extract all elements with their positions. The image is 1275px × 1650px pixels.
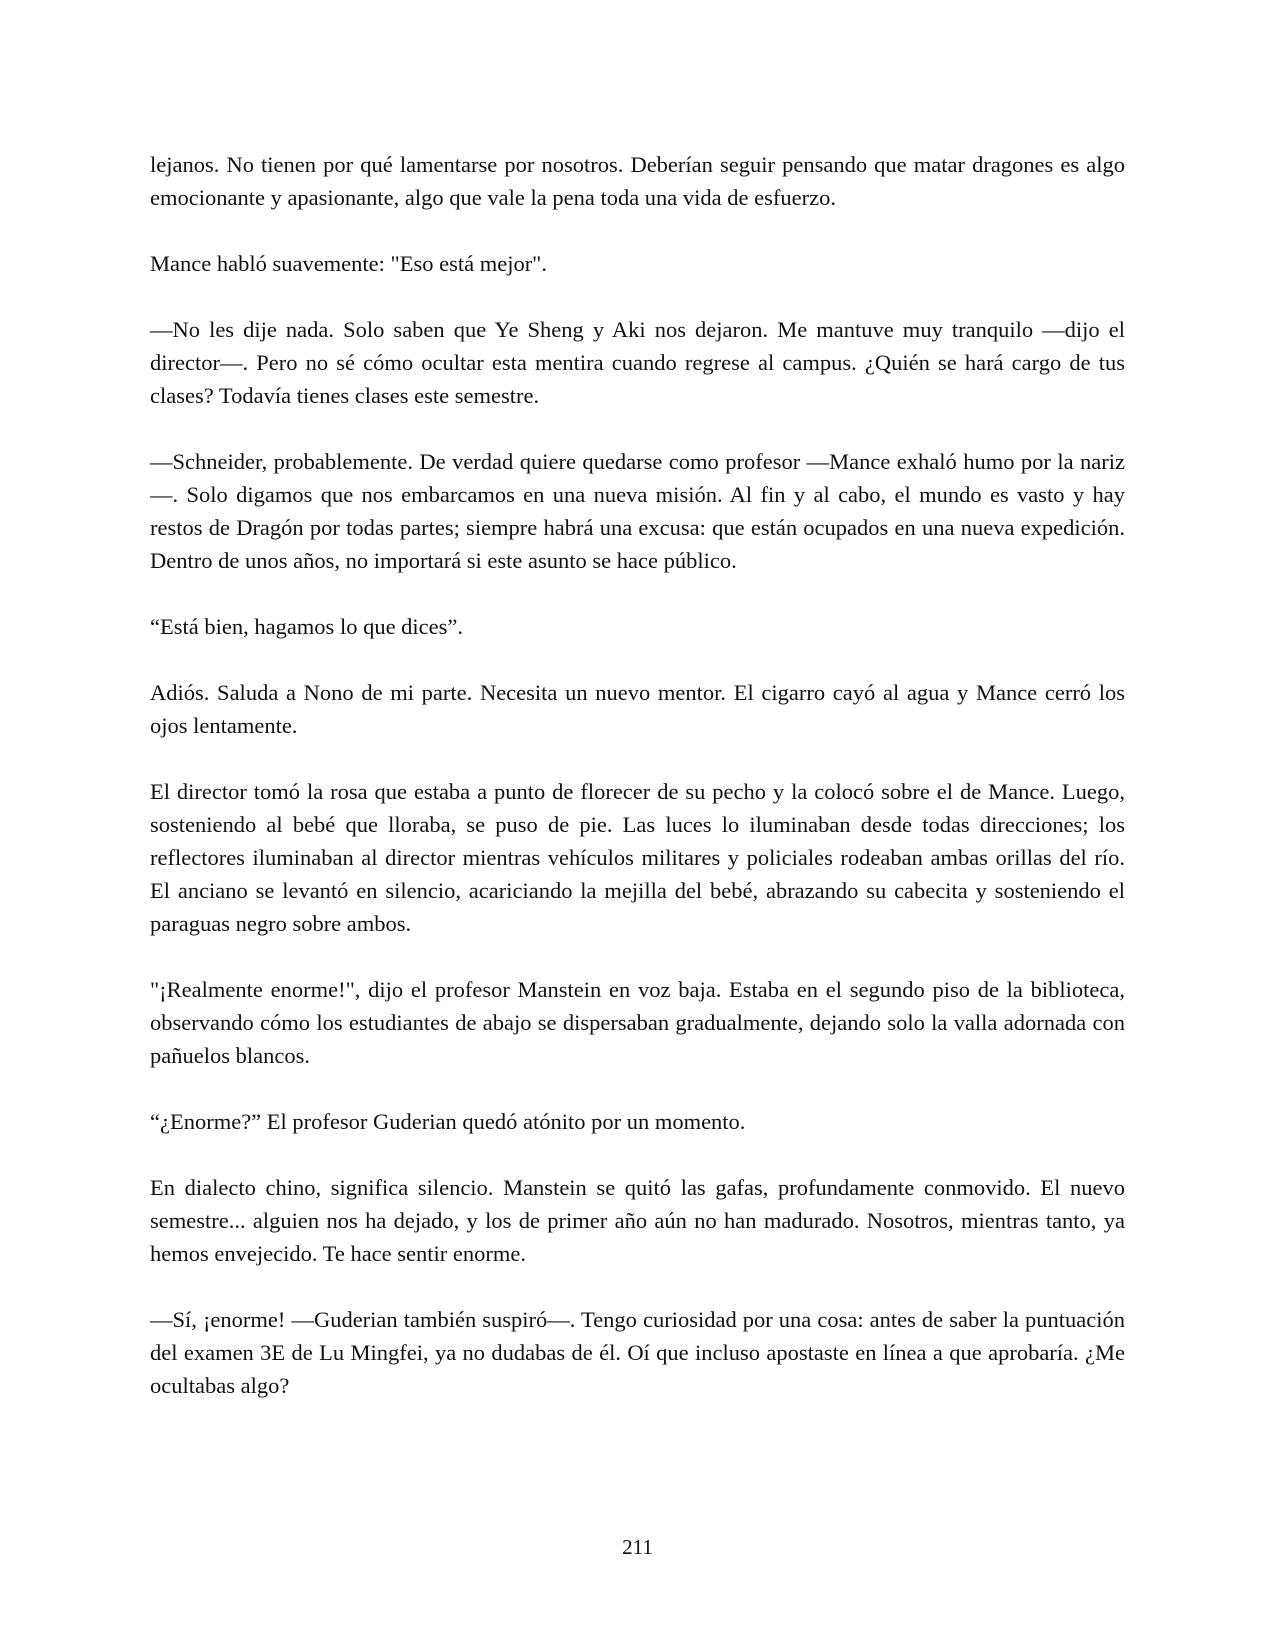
paragraph-2: Mance habló suavemente: "Eso está mejor". xyxy=(150,251,547,276)
paragraph-5: “Está bien, hagamos lo que dices”. xyxy=(150,614,464,639)
paragraph-11: —Sí, ¡enorme! —Guderian también suspiró—. Tengo curiosidad por una cosa: antes de saber la puntuación del examen 3E de Lu Mingfei, ya no dudabas de él. Oí que incluso apostaste en línea a que aprobaría. ¿Me ocultabas algo? xyxy=(150,1307,1125,1398)
paragraph-3: —No les dije nada. Solo saben que Ye Sheng y Aki nos dejaron. Me mantuve muy tranquilo —dijo el director—. Pero no sé cómo ocultar esta mentira cuando regrese al campus. ¿Quién se hará cargo de tus clases? Todavía tienes clases este semestre. xyxy=(150,317,1125,408)
paragraph-10: En dialecto chino, significa silencio. Manstein se quitó las gafas, profundamente conmovido. El nuevo semestre... alguien nos ha dejado, y los de primer año aún no han madurado. Nosotros, mientras tanto, ya hemos envejecido. Te hace sentir enorme. xyxy=(150,1175,1125,1266)
page-body xyxy=(150,148,1125,1478)
paragraph-7: El director tomó la rosa que estaba a punto de florecer de su pecho y la colocó sobre el de Mance. Luego, sosteniendo al bebé que lloraba, se puso de pie. Las luces lo iluminaban desde todas direcciones; los reflectores iluminaban al director mientras vehículos militares y policiales rodeaban ambas orillas del río. El anciano se levantó en silencio, acariciando la mejilla del bebé, abrazando su cabecita y sosteniendo el paraguas negro sobre ambos. xyxy=(150,779,1125,936)
page-number: 211 xyxy=(622,1535,653,1559)
paragraph-1: lejanos. No tienen por qué lamentarse por nosotros. Deberían seguir pensando que matar dragones es algo emocionante y apasionante, algo que vale la pena toda una vida de esfuerzo. xyxy=(150,152,1125,210)
paragraph-4: —Schneider, probablemente. De verdad quiere quedarse como profesor —Mance exhaló humo por la nariz—. Solo digamos que nos embarcamos en una nueva misión. Al fin y al cabo, el mundo es vasto y hay restos de Dragón por todas partes; siempre habrá una excusa: que están ocupados en una nueva expedición. Dentro de unos años, no importará si este asunto se hace público. xyxy=(150,449,1125,573)
paragraph-9: “¿Enorme?” El profesor Guderian quedó atónito por un momento. xyxy=(150,1109,746,1134)
paragraph-8: "¡Realmente enorme!", dijo el profesor Manstein en voz baja. Estaba en el segundo piso de la biblioteca, observando cómo los estudiantes de abajo se dispersaban gradualmente, dejando solo la valla adornada con pañuelos blancos. xyxy=(150,977,1125,1068)
paragraph-6: Adiós. Saluda a Nono de mi parte. Necesita un nuevo mentor. El cigarro cayó al agua y Mance cerró los ojos lentamente. xyxy=(150,680,1125,738)
